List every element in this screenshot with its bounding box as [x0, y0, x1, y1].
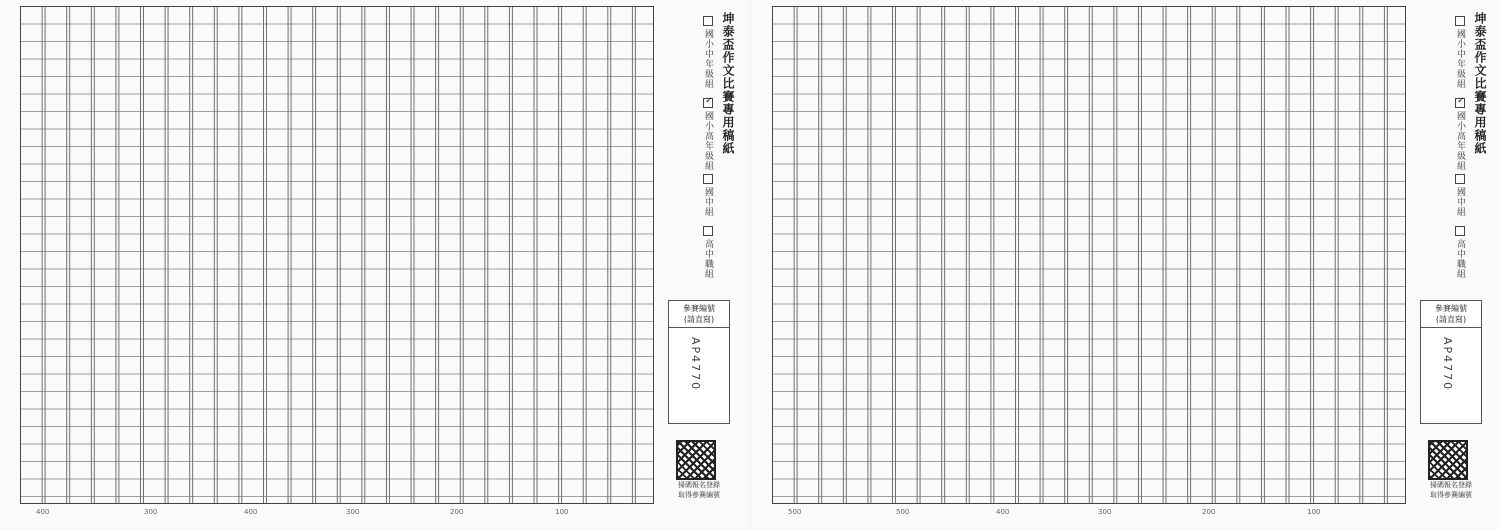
entry-number-box[interactable]	[1420, 300, 1482, 424]
essay-column	[1140, 8, 1158, 504]
essay-column	[339, 8, 357, 504]
group-option-elementary-upper[interactable]: ✓國小高年級組	[1454, 98, 1467, 171]
essay-column	[388, 8, 406, 504]
essay-column	[968, 8, 986, 504]
qr-code-icon[interactable]	[676, 440, 716, 480]
essay-column	[462, 8, 480, 504]
essay-column	[1091, 8, 1109, 504]
group-option-senior-high[interactable]: 高中職組	[702, 226, 715, 279]
qr-code-icon[interactable]	[1428, 440, 1468, 480]
essay-column	[634, 8, 652, 504]
ruler-mark: 300	[346, 508, 360, 516]
essay-column	[1115, 8, 1133, 504]
essay-column	[142, 8, 160, 504]
essay-column	[1361, 8, 1379, 504]
essay-column	[413, 8, 431, 504]
group-option-elementary-middle[interactable]: 國小中年級組	[1454, 16, 1467, 89]
essay-column	[560, 8, 578, 504]
essay-column	[1312, 8, 1330, 504]
essay-column	[486, 8, 504, 504]
ruler-mark: 400	[244, 508, 258, 516]
essay-column	[992, 8, 1010, 504]
group-option-elementary-upper[interactable]: ✓國小高年級組	[702, 98, 715, 171]
essay-column	[609, 8, 627, 504]
essay-column	[536, 8, 554, 504]
essay-column	[1288, 8, 1306, 504]
checkbox-icon	[703, 174, 713, 184]
essay-column	[1386, 8, 1404, 504]
essay-column	[240, 8, 258, 504]
essay-column	[943, 8, 961, 504]
essay-column	[894, 8, 912, 504]
essay-column	[167, 8, 185, 504]
writing-grid	[772, 6, 1406, 504]
group-option-junior-high[interactable]: 國中組	[1454, 174, 1467, 217]
essay-column	[1214, 8, 1232, 504]
ruler-mark: 200	[450, 508, 464, 516]
writing-grid	[20, 6, 654, 504]
qr-caption: 掃碼報名登錄 取得參賽編號	[1430, 481, 1472, 499]
ruler-mark: 100	[555, 508, 569, 516]
essay-column	[1066, 8, 1084, 504]
ruler-mark: 500	[788, 508, 802, 516]
essay-column	[363, 8, 381, 504]
ruler-mark: 400	[36, 508, 50, 516]
group-option-junior-high[interactable]: 國中組	[702, 174, 715, 217]
essay-column	[1165, 8, 1183, 504]
checked-checkbox-icon	[703, 98, 713, 108]
essay-column	[314, 8, 332, 504]
checkbox-icon	[1455, 16, 1465, 26]
ruler-mark: 300	[1098, 508, 1112, 516]
essay-column	[437, 8, 455, 504]
form-sidebar	[662, 6, 746, 506]
checkbox-icon	[703, 16, 713, 26]
checked-checkbox-icon	[1455, 98, 1465, 108]
form-sidebar	[1414, 6, 1498, 506]
essay-column	[1189, 8, 1207, 504]
entry-label: 參賽編號 (請直寫)	[669, 301, 729, 328]
form-title: 坤泰盃作文比賽專用稿紙	[721, 12, 735, 155]
form-title: 坤泰盃作文比賽專用稿紙	[1473, 12, 1487, 155]
ruler-mark: 100	[1307, 508, 1321, 516]
entry-number-box[interactable]	[668, 300, 730, 424]
essay-sheet-page-1	[752, 0, 1500, 530]
ruler-mark: 300	[144, 508, 158, 516]
essay-column	[191, 8, 209, 504]
entry-number: AP4770	[1441, 337, 1454, 392]
entry-number: AP4770	[689, 337, 702, 392]
ruler-mark: 500	[896, 508, 910, 516]
ruler-mark: 200	[1202, 508, 1216, 516]
essay-column	[265, 8, 283, 504]
essay-column	[869, 8, 887, 504]
essay-sheet-page-2	[0, 0, 748, 530]
essay-column	[511, 8, 529, 504]
essay-column	[1263, 8, 1281, 504]
essay-column	[1238, 8, 1256, 504]
entry-label: 參賽編號 (請直寫)	[1421, 301, 1481, 328]
essay-column	[1337, 8, 1355, 504]
checkbox-icon	[1455, 174, 1465, 184]
checkbox-icon	[703, 226, 713, 236]
essay-column	[919, 8, 937, 504]
essay-column	[1042, 8, 1060, 504]
essay-column	[216, 8, 234, 504]
group-option-senior-high[interactable]: 高中職組	[1454, 226, 1467, 279]
checkbox-icon	[1455, 226, 1465, 236]
essay-column	[585, 8, 603, 504]
essay-column	[1017, 8, 1035, 504]
qr-caption: 掃碼報名登錄 取得參賽編號	[678, 481, 720, 499]
essay-column	[117, 8, 135, 504]
ruler-mark: 400	[996, 508, 1010, 516]
essay-column	[290, 8, 308, 504]
group-option-elementary-middle[interactable]: 國小中年級組	[702, 16, 715, 89]
